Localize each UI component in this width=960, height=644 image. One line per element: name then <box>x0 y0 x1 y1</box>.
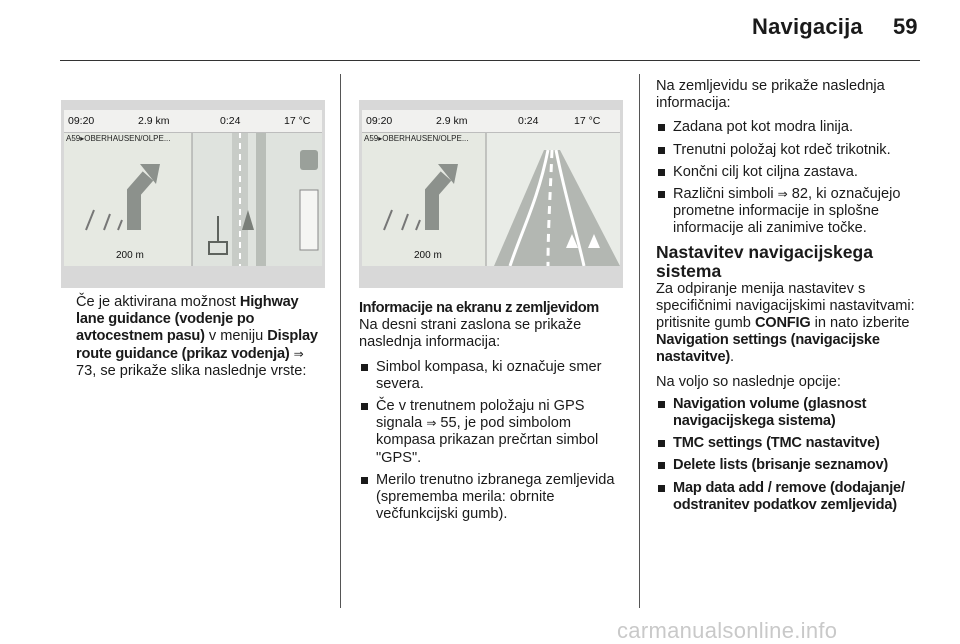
option-tmc-settings: TMC settings (TMC nastavitve) <box>673 435 880 452</box>
navigation-screen-image <box>64 110 322 266</box>
bullet-icon <box>658 485 665 492</box>
turn-distance: 200 m <box>414 250 442 261</box>
option-delete-lists: Delete lists (brisanje seznamov) <box>673 457 889 474</box>
intro-paragraph: Na desni strani zaslona se prikaže naslednja informacija: <box>359 317 582 351</box>
text-run: Če je aktivirana možnost <box>76 294 240 310</box>
bullet-icon <box>658 440 665 447</box>
config-button-label: CONFIG <box>754 315 811 332</box>
section-heading: Informacije na ekranu z zemljevidom <box>359 300 599 316</box>
intro-paragraph <box>76 294 326 380</box>
remaining-time: 0:24 <box>518 115 539 127</box>
outside-temperature: 17 °C <box>284 115 311 127</box>
page-number: 59 <box>893 14 918 39</box>
page-header-title: Navigacija <box>752 14 863 39</box>
remaining-distance: 2.9 km <box>436 115 468 127</box>
list-item <box>656 186 928 238</box>
turn-distance: 200 m <box>116 250 144 261</box>
status-bar <box>64 110 322 133</box>
remaining-distance: 2.9 km <box>138 115 170 127</box>
info-list <box>359 359 631 524</box>
intro-paragraph: Na zemljevidu se prikaže naslednja informacija: <box>656 78 885 112</box>
bullet-icon <box>658 401 665 408</box>
column-divider <box>340 74 341 608</box>
list-item-text: Zadana pot kot modra linija. <box>673 119 854 136</box>
list-item <box>656 119 928 136</box>
bullet-icon <box>361 364 368 371</box>
lane-guidance-screen-image <box>362 110 620 266</box>
list-item-text: Če v trenutnem položaju ni GPS signala <box>376 398 585 432</box>
page-reference-arrow-icon: ⇒ <box>293 346 304 361</box>
list-item-text: Končni cilj kot ciljna zastava. <box>673 163 858 180</box>
route-street-label: A59▸OBERHAUSEN/OLPE... <box>66 134 171 143</box>
list-item <box>656 396 928 430</box>
list-item-text: 82, ki označujejo prometne informacije in splošne informacije ali zanimive točke. <box>673 186 901 237</box>
column-divider <box>639 74 640 608</box>
page-reference-arrow-icon: ⇒ <box>426 416 437 431</box>
map-info-list <box>656 119 928 237</box>
watermark-text: carmanualsonline.info <box>617 618 838 643</box>
clock-readout: 09:20 <box>366 115 393 127</box>
list-item <box>656 142 928 159</box>
clock-readout: 09:20 <box>68 115 95 127</box>
remaining-time: 0:24 <box>220 115 241 127</box>
status-bar <box>362 110 620 133</box>
bullet-icon <box>658 169 665 176</box>
page-reference-arrow-icon: ⇒ <box>777 187 788 202</box>
bullet-icon <box>658 124 665 131</box>
list-item-text: Simbol kompasa, ki označuje smer severa. <box>376 358 602 392</box>
option-navigation-volume: Navigation volume (glasnost navigacijskega sistema) <box>673 395 867 430</box>
menu-option-highway-lane-guidance: Highway lane guidance (vodenje po avtocestnem pasu) <box>76 294 299 345</box>
list-item <box>656 435 928 452</box>
list-item <box>359 359 631 393</box>
settings-paragraph <box>656 281 928 367</box>
section-heading: Nastavitev navigacijskega sistema <box>656 241 873 281</box>
option-map-data-add-remove: Map data add / remove (dodajanje/ odstranitev podatkov zemljevida) <box>673 479 905 513</box>
figure-frame <box>61 100 325 288</box>
bullet-icon <box>658 191 665 198</box>
list-item <box>359 472 631 524</box>
menu-display-route-guidance: Display route guidance (prikaz vodenja) <box>76 328 318 362</box>
options-list <box>656 396 928 514</box>
text-run: 73, se prikaže slika naslednje vrste: <box>76 362 307 379</box>
menu-navigation-settings: Navigation settings (navigacijske nastavitve) <box>656 332 880 366</box>
bullet-icon <box>658 462 665 469</box>
list-item-text: Trenutni položaj kot rdeč trikotnik. <box>673 141 891 158</box>
text-run: v meniju <box>204 328 268 345</box>
header-rule <box>60 60 920 61</box>
list-item <box>656 164 928 181</box>
outside-temperature: 17 °C <box>574 115 601 127</box>
route-street-label: A59▸OBERHAUSEN/OLPE... <box>364 134 469 143</box>
column-3-text <box>656 78 928 519</box>
text-run: in nato izberite <box>810 315 910 332</box>
column-1-text <box>76 294 326 380</box>
list-item <box>656 480 928 514</box>
options-intro: Na voljo so naslednje opcije: <box>656 373 841 390</box>
text-run: Za odpiranje menija nastavitev s specifičnimi navigacijskimi nastavitvami: pritisnite gumb <box>656 280 915 332</box>
list-item <box>656 457 928 474</box>
bullet-icon <box>361 477 368 484</box>
list-item-text: Merilo trenutno izbranega zemljevida (sprememba merila: obrnite večfunkcijski gumb). <box>376 471 615 523</box>
list-item-text: 55, je pod simbolom kompasa prikazan prečrtan simbol "GPS". <box>376 415 599 466</box>
text-run: . <box>730 349 735 366</box>
list-item <box>359 398 631 467</box>
column-2-text <box>359 300 631 528</box>
list-item-text: Različni simboli <box>673 186 778 203</box>
figure-frame <box>359 100 623 288</box>
bullet-icon <box>658 147 665 154</box>
bullet-icon <box>361 403 368 410</box>
